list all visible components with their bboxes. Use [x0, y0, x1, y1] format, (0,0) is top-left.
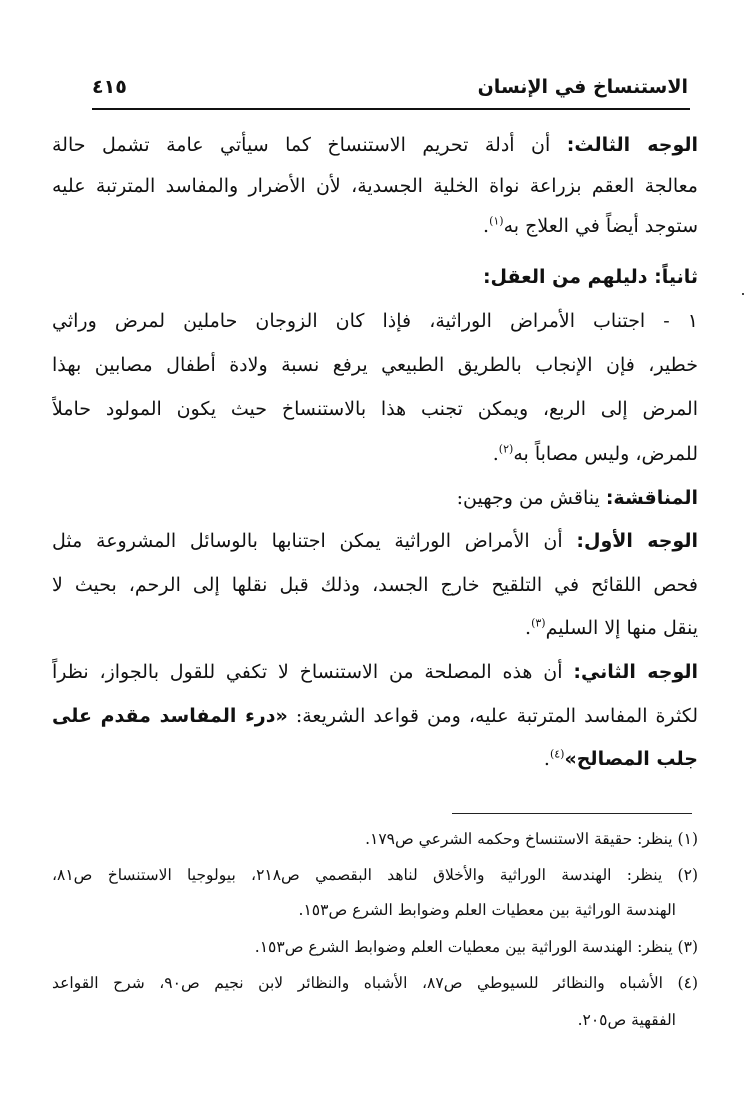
body-text: للمرض، وليس مصاباً به — [513, 443, 698, 465]
running-title: الاستنساخ في الإنسان — [477, 76, 688, 98]
punctuation: . — [543, 748, 550, 770]
paragraph-line — [52, 206, 698, 246]
paragraph-line — [52, 166, 698, 206]
heading-lead: الوجه الثاني: — [573, 661, 698, 683]
paragraph-line — [52, 125, 698, 165]
footnote-text: (٢) ينظر: الهندسة الوراثية والأخلاق لناهد البقصمي ص٢١٨، بيولوجيا الاستنساخ ص٨١، — [52, 866, 698, 884]
punctuation: . — [492, 443, 499, 465]
body-text: لكثرة المفاسد المترتبة عليه، ومن قواعد الشريعة: — [295, 705, 698, 727]
body-text: أن هذه المصلحة من الاستنساخ لا تكفي للقول بالجواز، نظراً — [52, 661, 563, 683]
paragraph-line — [52, 301, 698, 341]
body-text: ينقل منها إلا السليم — [545, 617, 698, 639]
paragraph-line — [52, 478, 698, 518]
body-text: معالجة العقم بزراعة نواة الخلية الجسدية، لأن الأضرار والمفاسد المترتبة عليه — [52, 175, 698, 197]
page-number: ٤١٥ — [92, 76, 127, 98]
footnote-continuation — [52, 1005, 676, 1035]
footnote-marker[interactable]: (٣) — [531, 616, 546, 630]
footnote-text: (٣) ينظر: الهندسة الوراثية بين معطيات العلم وضوابط الشرع ص١٥٣. — [254, 938, 698, 956]
body-text: المرض إلى الربع، ويمكن تجنب هذا بالاستنساخ حيث يكون المولود حاملاً — [52, 398, 698, 420]
scan-speck — [742, 293, 744, 295]
body-text: يناقش من وجهين: — [456, 487, 600, 509]
footnote-marker[interactable]: (٤) — [549, 747, 565, 761]
footnote — [52, 860, 698, 890]
paragraph-line — [52, 565, 698, 605]
paragraph-line — [52, 434, 698, 474]
body-text: أن الأمراض الوراثية يمكن اجتنابها بالوسائل المشروعة مثل — [52, 530, 563, 552]
running-header — [92, 74, 688, 108]
footnote-marker[interactable]: (١) — [489, 214, 504, 228]
footnote — [52, 932, 698, 962]
footnote-text: الهندسة الوراثية بين معطيات العلم وضوابط الشرع ص١٥٣. — [298, 901, 676, 919]
section-heading — [52, 257, 698, 297]
punctuation: . — [483, 215, 490, 237]
paragraph-line — [52, 608, 698, 648]
paragraph-line — [52, 389, 698, 429]
heading-lead: المناقشة: — [605, 487, 698, 509]
quoted-maxim: جلب المصالح» — [564, 748, 698, 770]
footnote-text: الفقهية ص٢٠٥. — [577, 1011, 676, 1029]
footnote-separator — [452, 813, 692, 814]
paragraph-line — [52, 652, 698, 692]
paragraph-line — [52, 739, 698, 779]
footnote — [52, 968, 698, 998]
punctuation: . — [525, 617, 532, 639]
body-text: ١ - اجتناب الأمراض الوراثية، فإذا كان الزوجان حاملين لمرض وراثي — [52, 310, 698, 332]
quoted-maxim: «درء المفاسد مقدم على — [52, 705, 288, 727]
body-text: خطير، فإن الإنجاب بالطريق الطبيعي يرفع نسبة ولادة أطفال مصابين بهذا — [52, 354, 698, 376]
paragraph-line — [52, 521, 698, 561]
heading-lead: الوجه الثالث: — [566, 134, 698, 156]
footnote-continuation — [52, 895, 676, 925]
body-text: أن أدلة تحريم الاستنساخ كما سيأتي عامة تشمل حالة — [52, 134, 551, 156]
paragraph-line — [52, 696, 698, 736]
heading-lead: الوجه الأول: — [576, 530, 698, 552]
footnote-text: (١) ينظر: حقيقة الاستنساخ وحكمه الشرعي ص١٧٩. — [365, 830, 698, 848]
footnote — [52, 824, 698, 854]
heading-lead: ثانياً: دليلهم من العقل: — [482, 266, 698, 288]
body-text: فحص اللقائح في التلقيح خارج الجسد، وذلك قبل نقلها إلى الرحم، بحيث لا — [52, 574, 698, 596]
footnote-marker[interactable]: (٢) — [498, 442, 514, 456]
body-text: ستوجد أيضاً في العلاج به — [503, 215, 698, 237]
header-rule — [92, 108, 690, 110]
footnote-text: (٤) الأشباه والنظائر للسيوطي ص٨٧، الأشباه والنظائر لابن نجيم ص٩٠، شرح القواعد — [52, 974, 698, 992]
paragraph-line — [52, 345, 698, 385]
